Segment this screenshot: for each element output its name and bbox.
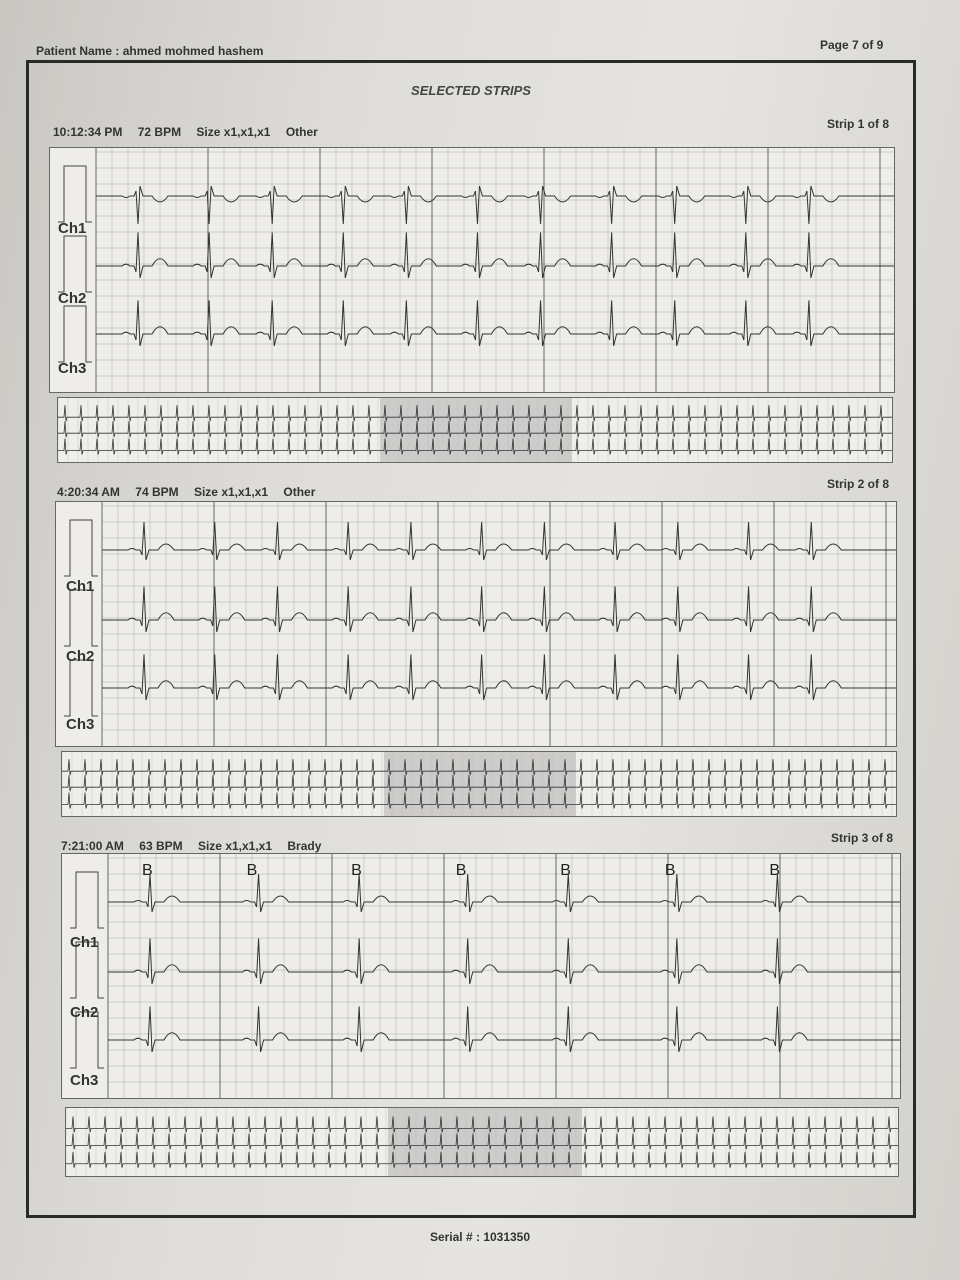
strip-3-ecg	[61, 853, 901, 1099]
strip-1-ecg	[49, 147, 895, 393]
strip-2-ch2-trace	[102, 586, 896, 632]
strip-1-ch1-trace	[96, 186, 894, 224]
strip-3-time: 7:21:00 AM	[61, 839, 124, 853]
strip-1-ch3-trace	[96, 300, 894, 346]
strip-1-info	[53, 125, 330, 139]
strip-3-ch2-trace	[108, 938, 900, 984]
strip-2-ch1-label: Ch1	[66, 578, 95, 595]
report-title: SELECTED STRIPS	[411, 83, 531, 98]
strip-2-ecg-graph	[56, 502, 896, 746]
strip-3-size: Size x1,x1,x1	[197, 839, 273, 853]
strip-1-ch2-label: Ch2	[58, 290, 87, 307]
strip-3-overview	[65, 1107, 899, 1177]
strip-1-time: 10:12:34 PM	[53, 125, 123, 139]
strip-2-overview	[61, 751, 897, 817]
strip-2-label: Other	[283, 485, 316, 499]
strip-2-number: Strip 2 of 8	[827, 477, 890, 491]
strip-3-ch2-label: Ch2	[70, 1004, 99, 1021]
strip-2-ch3-label: Ch3	[66, 716, 95, 733]
strip-1-overview	[57, 397, 893, 463]
beat-marker: B	[351, 862, 362, 879]
beat-marker: B	[560, 862, 571, 879]
strip-3-overview-graph	[66, 1108, 898, 1176]
strip-2-ch3-trace	[102, 654, 896, 700]
strip-1-overview-graph	[58, 398, 892, 462]
strip-3-label: Brady	[287, 839, 322, 853]
beat-marker: B	[246, 862, 258, 879]
strip-3-ch3-label: Ch3	[70, 1072, 99, 1089]
beat-marker: B	[769, 862, 781, 879]
strip-1-size: Size x1,x1,x1	[196, 125, 271, 139]
strip-1-label: Other	[285, 125, 318, 139]
strip-2-ch1-trace	[102, 522, 896, 560]
strip-2-size: Size x1,x1,x1	[193, 485, 269, 499]
beat-marker: B	[455, 862, 467, 879]
strip-2-time: 4:20:34 AM	[57, 485, 120, 499]
strip-1-bpm: 72 BPM	[137, 125, 182, 139]
strip-1-ch1-label: Ch1	[58, 220, 87, 237]
strip-3-bpm: 63 BPM	[139, 839, 183, 853]
strip-1-ch2-trace	[96, 232, 894, 278]
strip-1-number: Strip 1 of 8	[827, 117, 890, 131]
strip-2-ch2-label: Ch2	[66, 648, 95, 665]
patient-name: Patient Name : ahmed mohmed hashem	[36, 44, 264, 58]
beat-marker: B	[664, 862, 676, 879]
strip-1-ch3-label: Ch3	[58, 360, 87, 377]
strip-3-ch1-trace	[108, 874, 900, 912]
page-number: Page 7 of 9	[820, 38, 884, 52]
beat-marker: B	[142, 862, 153, 879]
strip-3-info	[61, 839, 333, 853]
serial-number: Serial # : 1031350	[429, 1230, 531, 1244]
strip-3-ch3-trace	[108, 1006, 900, 1052]
strip-2-overview-graph	[62, 752, 896, 816]
strip-2-info	[57, 485, 327, 499]
report-frame	[26, 60, 916, 1218]
strip-1-ecg-graph	[50, 148, 894, 392]
strip-3-ch1-label: Ch1	[70, 934, 99, 951]
strip-3-number: Strip 3 of 8	[831, 831, 894, 845]
strip-2-ecg	[55, 501, 897, 747]
strip-2-bpm: 74 BPM	[135, 485, 179, 499]
strip-3-ecg-graph	[62, 854, 900, 1098]
